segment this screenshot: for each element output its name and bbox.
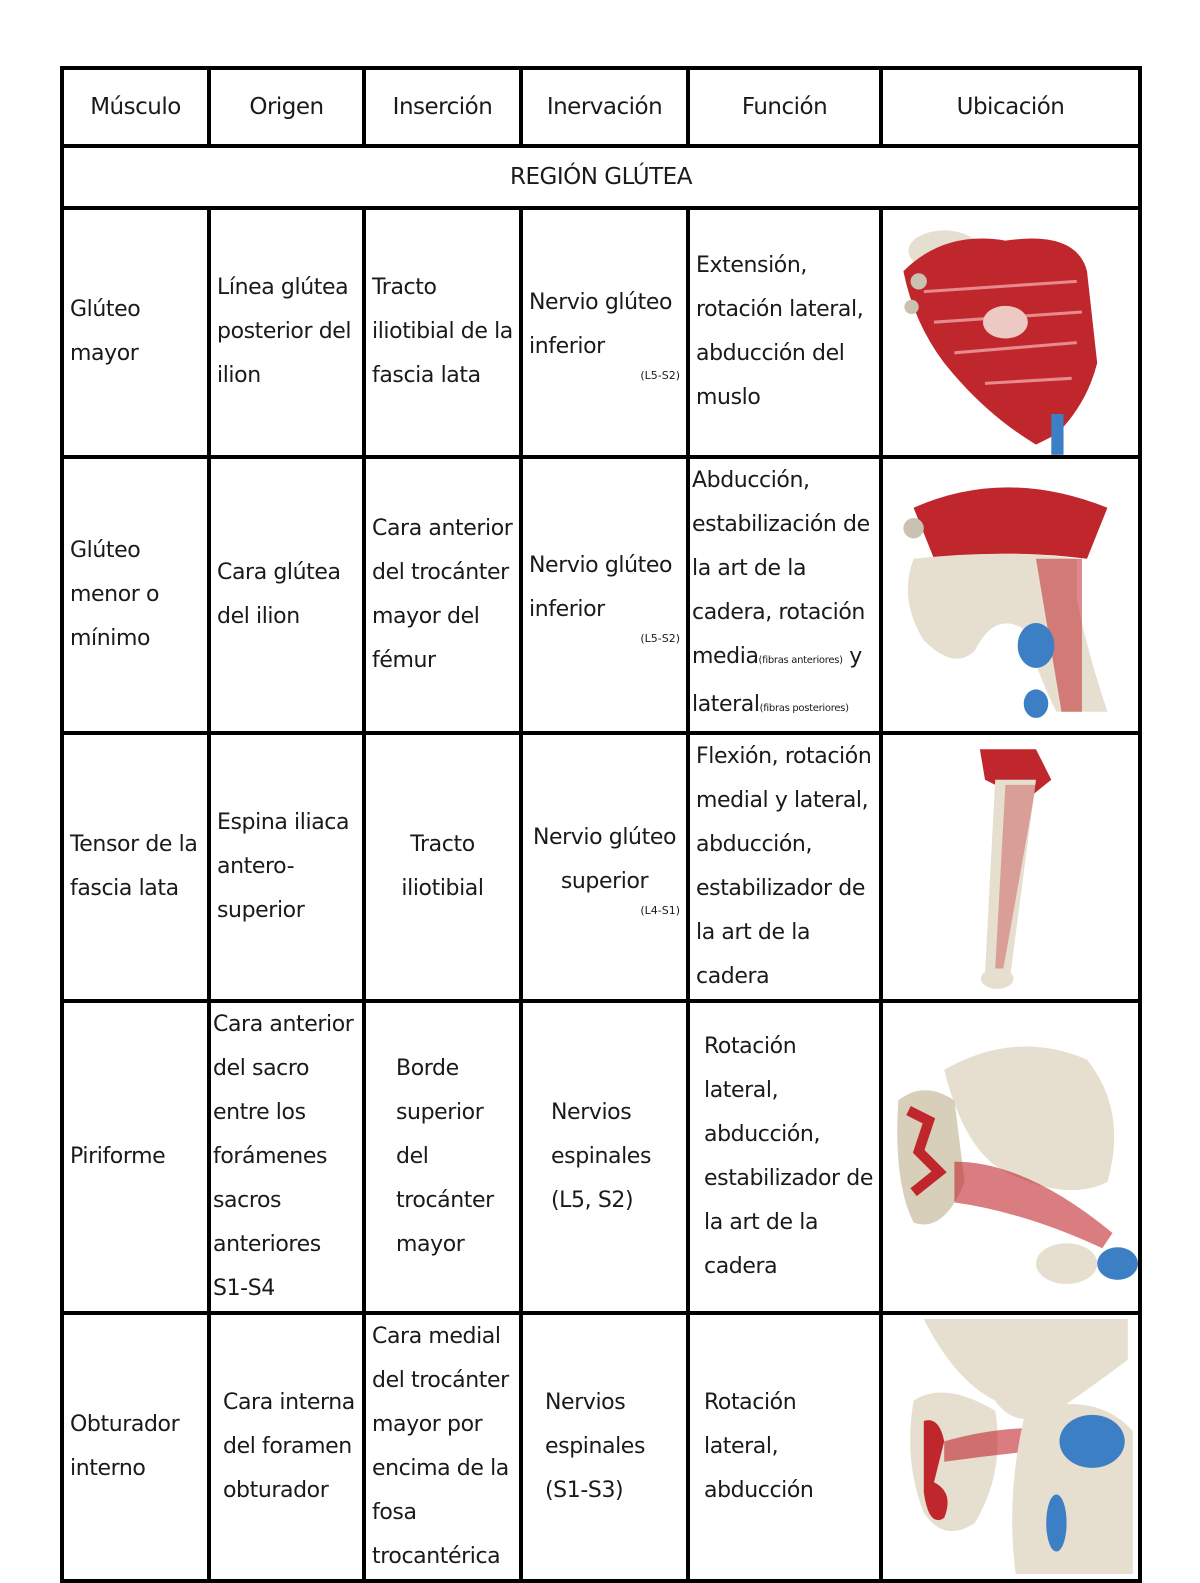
function: Flexión, rotación medial y lateral, abducción, estabilizador de la art de la cadera [696,743,872,989]
table-row [62,1313,1140,1581]
header-insertion: Inserción [364,68,521,146]
innervation: Nervio glúteo inferior [529,290,673,360]
innervation: Nervios espinales (S1-S3) [545,1389,646,1503]
function: Extensión, rotación lateral, abducción del muslo [696,253,864,411]
gluteus-maximus-image [883,210,1138,455]
insertion: Tracto iliotibial de la fascia lata [372,275,513,389]
innervation: Nervio glúteo superior [532,824,677,894]
table-row [62,1001,1140,1313]
table-row [62,208,1140,457]
gluteus-minimus-image [883,467,1138,722]
innervation-segment: (L4-S1) [640,903,680,917]
innervation-segment: (L5-S2) [640,631,680,645]
muscle-table [60,66,1142,1583]
tensor-fasciae-latae-image [883,739,1138,994]
muscle-name: Piriforme [70,1143,166,1169]
insertion: Cara medial del trocánter mayor por encima de la fosa trocantérica [372,1323,509,1569]
header-row [62,68,1140,146]
origin: Cara glútea del ilion [217,559,341,629]
insertion: Tracto iliotibial [401,831,484,901]
function: Rotación lateral, abducción, estabilizador de la art de la cadera [704,1033,873,1279]
origin: Cara interna del foramen obturador [223,1389,355,1503]
header-function: Función [688,68,881,146]
origin: Espina iliaca antero-superior [217,809,350,923]
table-row [62,457,1140,733]
header-innervation: Inervación [521,68,688,146]
origin: Cara anterior del sacro entre los forámenes sacros anteriores S1-S4 [213,1011,354,1301]
region-row [62,146,1140,208]
header-muscle: Músculo [62,68,209,146]
table-row [62,733,1140,1001]
region-title: REGIÓN GLÚTEA [62,146,1140,208]
innervation-segment: (L5-S2) [640,369,680,383]
piriformis-image [883,1029,1138,1284]
origin: Línea glútea posterior del ilion [217,275,352,389]
muscle-name: Glúteo mayor [70,297,141,367]
insertion: Borde superior del trocánter mayor [396,1055,494,1257]
innervation: Nervios espinales (L5, S2) [551,1099,652,1213]
muscle-name: Obturador interno [70,1411,180,1481]
header-origin: Origen [209,68,364,146]
obturator-internus-image [883,1319,1138,1574]
innervation: Nervio glúteo inferior [529,552,673,622]
header-location: Ubicación [881,68,1140,146]
muscle-name: Glúteo menor o mínimo [70,537,160,651]
function: Rotación lateral, abducción [704,1389,814,1503]
muscle-name: Tensor de la fascia lata [70,831,198,901]
function: Abducción, estabilización de la art de la cadera, rotación media(fibras anteriores) y lateral(fibras posteriores) [692,467,870,717]
insertion: Cara anterior del trocánter mayor del fémur [372,515,513,673]
